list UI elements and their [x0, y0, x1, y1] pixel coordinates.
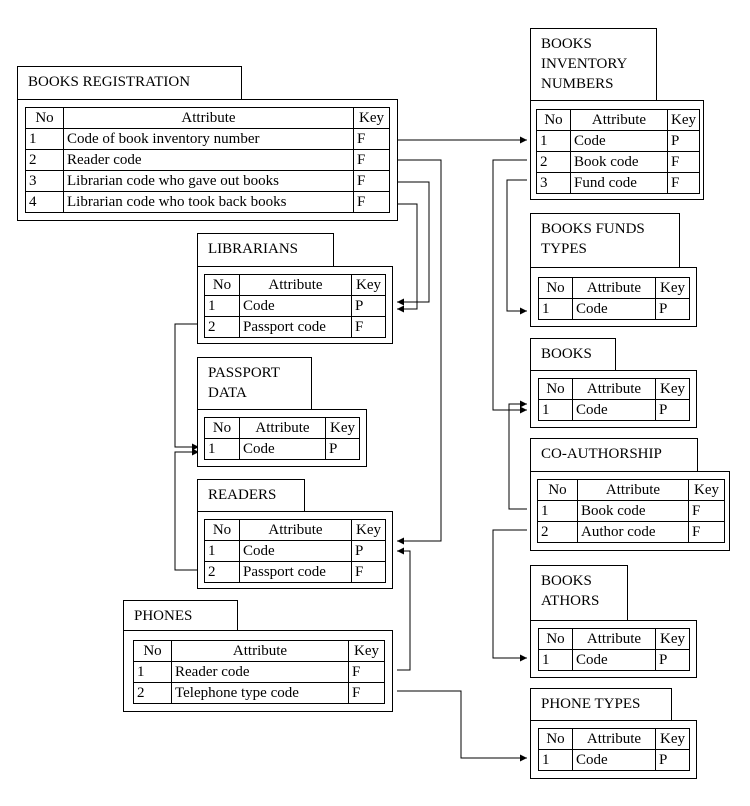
header-key: Key	[349, 641, 385, 662]
entity-frame	[530, 370, 697, 428]
header-key: Key	[656, 629, 690, 650]
cell-attribute: Code	[573, 299, 656, 320]
cell-key: P	[656, 400, 690, 421]
link-coauthorship-authors	[493, 530, 527, 658]
cell-attribute: Reader code	[64, 150, 354, 171]
header-key: Key	[326, 418, 360, 439]
entity-frame	[530, 620, 697, 678]
link-coauthorship-books	[509, 404, 527, 509]
cell-key: F	[352, 562, 386, 583]
link-phones-phonetypes	[397, 691, 527, 758]
entity-frame	[123, 630, 393, 712]
attribute-table	[537, 479, 725, 543]
attribute-table	[204, 519, 386, 583]
table-row	[537, 152, 700, 173]
header-no: No	[134, 641, 172, 662]
attribute-table	[536, 109, 700, 194]
entity-title: PHONE TYPES	[530, 688, 672, 721]
link-registration-librarian-gave	[397, 182, 429, 302]
table-row	[539, 400, 690, 421]
cell-no: 1	[538, 501, 578, 522]
table-row	[134, 683, 385, 704]
attribute-table	[538, 378, 690, 421]
header-key: Key	[689, 480, 725, 501]
link-phones-readers	[397, 551, 410, 670]
cell-attribute: Reader code	[172, 662, 349, 683]
table-row	[26, 150, 390, 171]
cell-no: 2	[205, 317, 240, 338]
entity-frame	[530, 471, 730, 551]
header-key: Key	[352, 520, 386, 541]
table-row	[26, 171, 390, 192]
cell-key: F	[349, 683, 385, 704]
entity-title: LIBRARIANS	[197, 233, 334, 267]
cell-key: F	[352, 317, 386, 338]
header-attribute: Attribute	[571, 110, 668, 131]
link-inventory-funds	[507, 180, 527, 311]
cell-attribute: Telephone type code	[172, 683, 349, 704]
cell-attribute: Code	[573, 400, 656, 421]
table-row	[205, 296, 386, 317]
header-attribute: Attribute	[240, 275, 352, 296]
cell-key: F	[689, 501, 725, 522]
entity-frame	[197, 266, 393, 344]
header-key: Key	[656, 379, 690, 400]
cell-attribute: Code	[573, 750, 656, 771]
cell-attribute: Book code	[578, 501, 689, 522]
entity-title: BOOKS FUNDS TYPES	[530, 213, 680, 268]
cell-attribute: Code	[240, 296, 352, 317]
cell-no: 1	[26, 129, 64, 150]
header-attribute: Attribute	[573, 729, 656, 750]
cell-attribute: Author code	[578, 522, 689, 543]
header-key: Key	[668, 110, 700, 131]
header-no: No	[539, 278, 573, 299]
table-row	[134, 662, 385, 683]
cell-no: 4	[26, 192, 64, 213]
cell-key: P	[656, 750, 690, 771]
cell-no: 2	[26, 150, 64, 171]
table-row	[539, 299, 690, 320]
cell-attribute: Book code	[571, 152, 668, 173]
cell-no: 1	[537, 131, 571, 152]
cell-no: 3	[26, 171, 64, 192]
link-librarians-passport	[175, 324, 199, 447]
entity-frame	[17, 99, 398, 221]
header-no: No	[26, 108, 64, 129]
header-no: No	[537, 110, 571, 131]
cell-key: F	[689, 522, 725, 543]
cell-attribute: Code of book inventory number	[64, 129, 354, 150]
cell-key: F	[668, 152, 700, 173]
header-no: No	[539, 729, 573, 750]
header-no: No	[205, 520, 240, 541]
cell-key: P	[656, 299, 690, 320]
cell-attribute: Code	[573, 650, 656, 671]
header-no: No	[539, 379, 573, 400]
cell-attribute: Code	[240, 541, 352, 562]
header-attribute: Attribute	[578, 480, 689, 501]
cell-key: F	[354, 150, 390, 171]
table-row	[205, 562, 386, 583]
header-attribute: Attribute	[64, 108, 354, 129]
entity-frame	[197, 511, 393, 589]
header-key: Key	[656, 278, 690, 299]
cell-attribute: Code	[240, 439, 326, 460]
attribute-table	[538, 728, 690, 771]
cell-no: 1	[539, 750, 573, 771]
attribute-table	[133, 640, 385, 704]
cell-attribute: Fund code	[571, 173, 668, 194]
header-key: Key	[354, 108, 390, 129]
header-no: No	[539, 629, 573, 650]
entity-title: READERS	[197, 479, 305, 513]
cell-key: P	[668, 131, 700, 152]
cell-attribute: Passport code	[240, 317, 352, 338]
cell-no: 1	[205, 541, 240, 562]
attribute-table	[538, 628, 690, 671]
table-row	[205, 439, 360, 460]
cell-no: 2	[134, 683, 172, 704]
link-inventory-books	[493, 160, 527, 410]
attribute-table	[25, 107, 390, 213]
table-row	[539, 650, 690, 671]
cell-key: F	[668, 173, 700, 194]
cell-key: F	[354, 192, 390, 213]
entity-title: BOOKS REGISTRATION	[17, 66, 242, 100]
entity-title: PASSPORT DATA	[197, 357, 312, 410]
entity-frame	[530, 100, 704, 200]
cell-key: P	[326, 439, 360, 460]
attribute-table	[204, 417, 360, 460]
link-readers-passport	[175, 452, 199, 570]
table-row	[205, 541, 386, 562]
table-row	[26, 192, 390, 213]
cell-key: F	[354, 171, 390, 192]
entity-frame	[530, 720, 697, 779]
cell-no: 1	[205, 439, 240, 460]
cell-key: F	[354, 129, 390, 150]
cell-attribute: Passport code	[240, 562, 352, 583]
cell-no: 3	[537, 173, 571, 194]
table-row	[205, 317, 386, 338]
cell-no: 1	[539, 400, 573, 421]
cell-no: 1	[134, 662, 172, 683]
cell-key: P	[352, 541, 386, 562]
header-key: Key	[352, 275, 386, 296]
cell-no: 2	[538, 522, 578, 543]
link-registration-readers	[397, 160, 441, 541]
cell-attribute: Librarian code who took back books	[64, 192, 354, 213]
header-attribute: Attribute	[573, 629, 656, 650]
cell-no: 1	[205, 296, 240, 317]
table-row	[537, 173, 700, 194]
table-row	[538, 501, 725, 522]
header-no: No	[205, 275, 240, 296]
cell-no: 1	[539, 299, 573, 320]
entity-title: PHONES	[123, 600, 238, 634]
header-attribute: Attribute	[240, 520, 352, 541]
header-attribute: Attribute	[573, 379, 656, 400]
entity-title: BOOKS INVENTORY NUMBERS	[530, 28, 657, 101]
header-attribute: Attribute	[240, 418, 326, 439]
table-row	[539, 750, 690, 771]
table-row	[26, 129, 390, 150]
table-row	[537, 131, 700, 152]
entity-title: CO-AUTHORSHIP	[530, 438, 698, 472]
entity-title: BOOKS ATHORS	[530, 565, 628, 621]
cell-no: 1	[539, 650, 573, 671]
header-no: No	[205, 418, 240, 439]
entity-frame	[197, 409, 367, 467]
link-registration-librarian-took	[397, 204, 417, 309]
header-no: No	[538, 480, 578, 501]
cell-attribute: Code	[571, 131, 668, 152]
cell-key: P	[656, 650, 690, 671]
header-attribute: Attribute	[172, 641, 349, 662]
cell-key: F	[349, 662, 385, 683]
entity-title: BOOKS	[530, 338, 616, 371]
attribute-table	[204, 274, 386, 338]
attribute-table	[538, 277, 690, 320]
header-key: Key	[656, 729, 690, 750]
table-row	[538, 522, 725, 543]
cell-key: P	[352, 296, 386, 317]
cell-no: 2	[537, 152, 571, 173]
cell-no: 2	[205, 562, 240, 583]
entity-frame	[530, 267, 697, 327]
header-attribute: Attribute	[573, 278, 656, 299]
cell-attribute: Librarian code who gave out books	[64, 171, 354, 192]
